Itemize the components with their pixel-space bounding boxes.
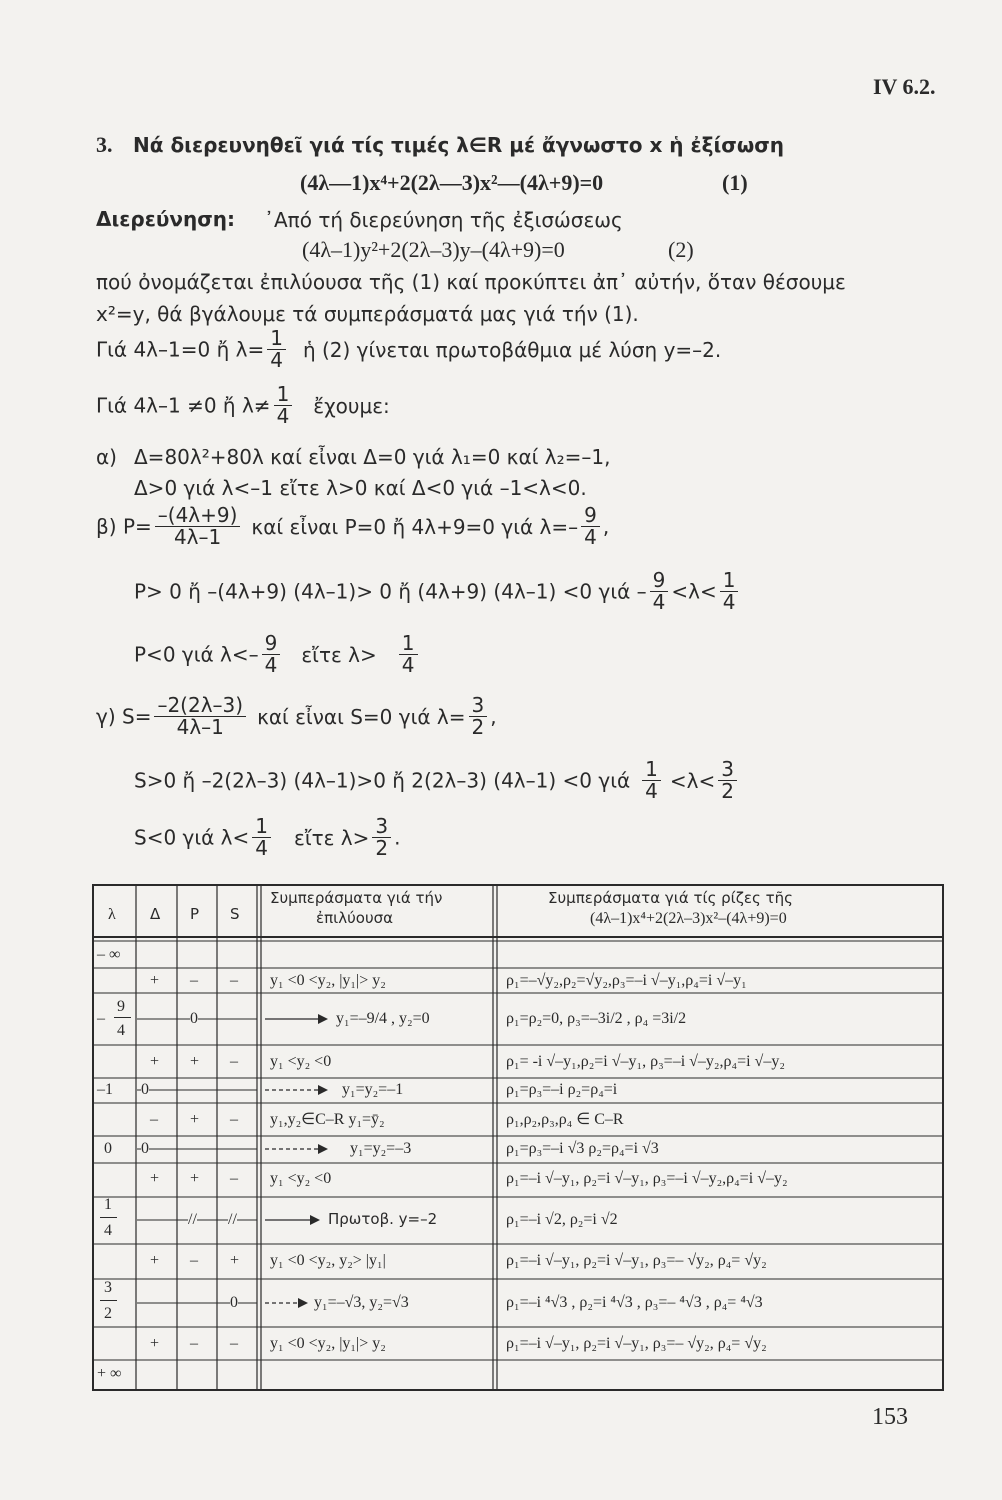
arrow-head	[310, 1215, 320, 1225]
roots-cell: ρ₁=ρ₂=0, ρ₃=–3i/2 , ρ₄ =3i/2	[506, 1010, 687, 1027]
beta-mid: καί εἶναι P=0 ἤ 4λ+9=0 γιά λ=–	[251, 514, 579, 539]
sign-p: +	[190, 1111, 200, 1128]
main-equation: (4λ—1)x⁴+2(2λ—3)x²—(4λ+9)=0	[300, 170, 604, 195]
problem-statement: Νά διερευνηθεῖ γιά τίς τιμές λ∈R μέ ἄγνωστο x ἡ ἐξίσωση	[133, 133, 785, 157]
gamma3-mid: εἴτε λ>	[294, 825, 370, 850]
lambda-two: 2	[104, 1305, 112, 1322]
arrow-head	[318, 1144, 328, 1154]
frac-den: 4	[276, 404, 290, 428]
roots-cell: ρ₁=–i √2, ρ₂=i √2	[506, 1211, 618, 1228]
alpha-label: α)	[96, 445, 117, 469]
sign-p: –	[190, 1252, 198, 1269]
sign-p: +	[190, 1053, 200, 1070]
lambda-minus-sign: –	[97, 1010, 105, 1027]
header-resolvent-1: Συμπεράσματα γιά τήν	[270, 889, 443, 907]
zero-mark: 0	[141, 1140, 149, 1157]
resolvent-equation: (4λ–1)y²+2(2λ–3)y–(4λ+9)=0	[302, 237, 565, 262]
resolvent-cell: y₁ <0 <y₂, |y₁|> y₂	[270, 1335, 386, 1352]
resolvent-cell: Πρωτοβ. y=–2	[328, 1210, 438, 1228]
frac-den: 4	[645, 779, 658, 803]
sign-p: +	[190, 1170, 200, 1187]
frac-num: 1	[642, 759, 661, 781]
case2-pre: Γιά 4λ–1 ≠0 ἤ λ≠	[96, 393, 271, 418]
frac-den: 4λ–1	[176, 715, 224, 739]
resolvent-cell: y₁ <0 <y₂, |y₁|> y₂	[270, 972, 386, 989]
zero-mark: 0	[230, 1294, 238, 1311]
frac-num: 9	[581, 505, 600, 527]
sign-s: –	[230, 1053, 238, 1070]
beta-label: β)	[96, 514, 117, 539]
frac-den: 4	[255, 836, 269, 860]
zero-mark: 0	[141, 1081, 149, 1098]
undefined-mark: //	[228, 1211, 237, 1228]
undefined-mark: //	[188, 1211, 197, 1228]
sign-s: +	[230, 1252, 240, 1269]
page-number: 153	[872, 1404, 908, 1430]
header-delta: Δ	[150, 905, 161, 923]
frac-num: 1	[720, 570, 739, 592]
resolvent-cell: y₁ <y₂ <0	[270, 1053, 332, 1070]
frac-den: 2	[471, 715, 485, 739]
resolvent-tag: (2)	[668, 237, 694, 262]
alpha-line2: Δ>0 γιά λ<–1 εἴτε λ>0 καί Δ<0 γιά –1<λ<0.	[134, 476, 587, 500]
roots-cell: ρ₁= -i √–y₁,ρ₂=i √–y₁, ρ₃=–i √–y₂,ρ₄=i √–y₂	[506, 1053, 785, 1070]
gamma2-pre: S>0 ἤ –2(2λ–3) (4λ–1)>0 ἤ 2(2λ–3) (4λ–1) <0 γιά	[134, 768, 631, 793]
solution-line2: x²=y, θά βγάλουμε τά συμπεράσματά μας γιά τήν (1).	[96, 302, 639, 326]
roots-cell: ρ₁=–√y₂,ρ₂=√y₂,ρ₃=–i √–y₁,ρ₄=i √–y₁	[506, 972, 747, 989]
comma: ,	[490, 704, 497, 729]
header-s: S	[230, 905, 240, 923]
gamma-label: γ)	[96, 704, 116, 729]
alpha-line1: Δ=80λ²+80λ καί εἶναι Δ=0 γιά λ₁=0 καί λ₂=–1,	[134, 445, 611, 469]
roots-cell: ρ₁=ρ₃=–i ρ₂=ρ₄=i	[506, 1081, 618, 1098]
frac-num: 1	[274, 384, 293, 406]
frac-num: 1	[399, 633, 418, 655]
lt-lambda-lt: <λ<	[671, 579, 717, 604]
lambda-three: 3	[104, 1279, 112, 1296]
beta-p: P=	[122, 514, 152, 539]
roots-cell: ρ₁=–i √–y₁, ρ₂=i √–y₁, ρ₃=– √y₂, ρ₄= √y₂	[506, 1252, 767, 1269]
sign-s: –	[230, 1170, 238, 1187]
sign-delta: +	[150, 1170, 160, 1187]
frac-num: 1	[267, 328, 286, 350]
frac-num: 1	[252, 816, 271, 838]
resolvent-cell: y₁=–9/4 , y₂=0	[336, 1010, 430, 1027]
roots-cell: ρ₁=–i √–y₁, ρ₂=i √–y₁, ρ₃=– √y₂, ρ₄= √y₂	[506, 1335, 767, 1352]
lambda-plus-infinity: + ∞	[97, 1365, 122, 1382]
sign-s: –	[230, 972, 238, 989]
solution-intro: ᾿Από τή διερεύνηση τῆς ἐξισώσεως	[264, 208, 623, 232]
frac-num: 9	[262, 633, 281, 655]
case2-post: ἔχουμε:	[313, 393, 390, 418]
lambda-nine: 9	[117, 998, 125, 1015]
sign-s: –	[230, 1335, 238, 1352]
lambda-frac-bar	[100, 1217, 117, 1218]
zero-mark: 0	[190, 1010, 198, 1027]
lambda-frac-bar	[100, 1300, 117, 1301]
sign-delta: +	[150, 972, 160, 989]
frac-den: 4	[270, 348, 283, 372]
sign-delta: –	[150, 1111, 158, 1128]
main-equation-tag: (1)	[722, 170, 748, 195]
roots-cell: ρ₁=–i ⁴√3 , ρ₂=i ⁴√3 , ρ₃=– ⁴√3 , ρ₄= ⁴√3	[506, 1294, 763, 1311]
sign-p: –	[190, 972, 198, 989]
sign-delta: +	[150, 1335, 160, 1352]
resolvent-cell: y₁ <0 <y₂, y₂> |y₁|	[270, 1252, 386, 1269]
problem-number: 3.	[96, 132, 113, 157]
beta3-pre: P<0 γιά λ<–	[134, 642, 259, 667]
table-border	[93, 885, 943, 1390]
roots-cell: ρ₁=–i √–y₁, ρ₂=i √–y₁, ρ₃=–i √–y₂,ρ₄=i √–y₂	[506, 1170, 788, 1187]
section-number: IV 6.2.	[873, 74, 936, 99]
period: .	[394, 825, 401, 850]
frac-den: 4λ–1	[173, 525, 222, 549]
lambda-frac-bar	[114, 1017, 131, 1018]
frac-num: 9	[650, 570, 669, 592]
header-p: P	[190, 905, 200, 923]
lambda-four: 4	[104, 1222, 112, 1239]
lambda-four: 4	[117, 1022, 125, 1039]
gamma3-pre: S<0 γιά λ<	[134, 825, 250, 850]
frac-den: 4	[652, 590, 666, 614]
frac-num: 3	[372, 816, 391, 838]
lambda-minus-infinity: – ∞	[97, 946, 121, 963]
resolvent-cell: y₁=–√3, y₂=√3	[314, 1294, 409, 1311]
solution-line1: πού ὀνομάζεται ἐπιλύουσα τῆς (1) καί προκύπτει ἀπ᾿ αὐτήν, ὅταν θέσουμε	[96, 270, 846, 294]
roots-cell: ρ₁,ρ₂,ρ₃,ρ₄ ∈ C–R	[506, 1111, 624, 1128]
roots-cell: ρ₁=ρ₃=–i √3 ρ₂=ρ₄=i √3	[506, 1140, 659, 1157]
gamma-s: S=	[122, 704, 152, 729]
header-resolvent-2: ἐπιλύουσα	[316, 909, 394, 927]
frac-den: 2	[375, 836, 389, 860]
arrow-head	[318, 1085, 328, 1095]
sign-s: –	[230, 1111, 238, 1128]
frac-num: 3	[469, 695, 488, 717]
lt-lambda-lt: <λ<	[669, 768, 716, 793]
sign-delta: +	[150, 1053, 160, 1070]
beta2-pre: P> 0 ἤ –(4λ+9) (4λ–1)> 0 ἤ (4λ+9) (4λ–1) <0 γιά –	[134, 579, 647, 604]
frac-num: –2(2λ–3)	[154, 695, 246, 717]
sign-p: –	[190, 1335, 198, 1352]
resolvent-cell: y₁=y₂=–3	[350, 1140, 412, 1157]
frac-den: 4	[722, 590, 736, 614]
sign-delta: +	[150, 1252, 160, 1269]
gamma-mid: καί εἶναι S=0 γιά λ=	[257, 704, 466, 729]
frac-den: 2	[721, 779, 734, 803]
frac-num: 3	[718, 759, 737, 781]
frac-den: 4	[401, 653, 415, 677]
frac-den: 4	[264, 653, 278, 677]
resolvent-cell: y₁,y₂∈C–R y₁=ȳ₂	[270, 1111, 385, 1128]
solution-label: Διερεύνηση:	[96, 207, 236, 231]
frac-den: 4	[584, 525, 597, 549]
beta3-mid: εἴτε λ>	[301, 642, 377, 667]
resolvent-cell: y₁=y₂=–1	[342, 1081, 404, 1098]
lambda-neg-one: –1	[97, 1081, 113, 1098]
arrow-head	[298, 1298, 308, 1308]
header-lambda: λ	[108, 906, 116, 923]
frac-num: –(4λ+9)	[155, 505, 241, 527]
resolvent-cell: y₁ <y₂ <0	[270, 1170, 332, 1187]
case1-post: ἡ (2) γίνεται πρωτοβάθμια μέ λύση y=–2.	[302, 337, 722, 362]
comma: ,	[602, 514, 610, 539]
lambda-zero: 0	[104, 1140, 112, 1157]
lambda-one: 1	[104, 1196, 112, 1213]
header-roots-1: Συμπεράσματα γιά τίς ρίζες τῆς	[548, 889, 793, 907]
case1-pre: Γιά 4λ–1=0 ἤ λ=	[96, 337, 265, 362]
header-roots-2: (4λ–1)x⁴+2(2λ–3)x²–(4λ+9)=0	[590, 910, 787, 927]
arrow-head	[318, 1014, 328, 1024]
